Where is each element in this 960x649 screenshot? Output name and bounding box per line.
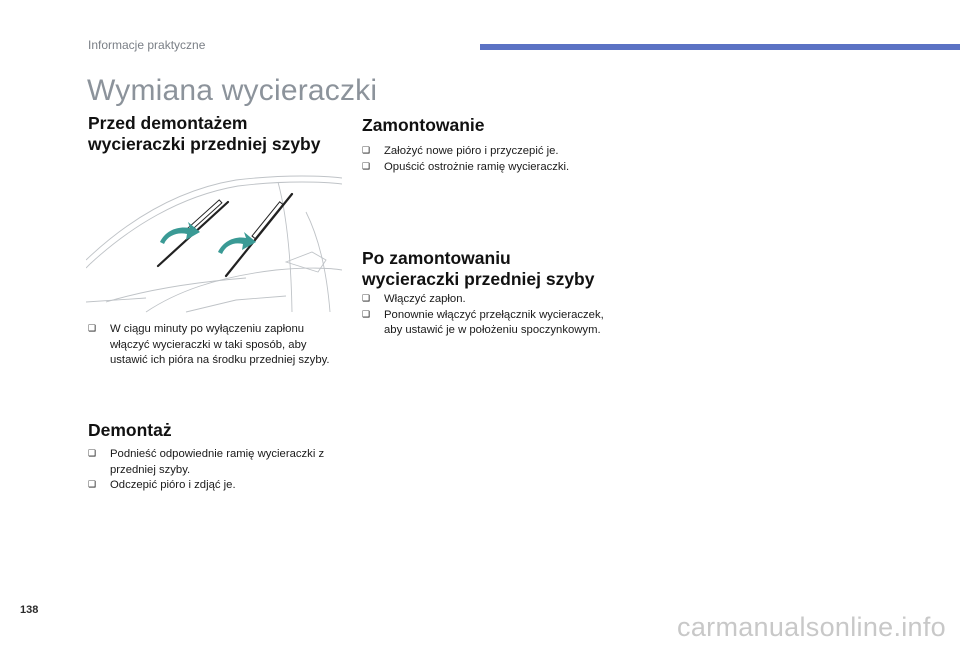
section-heading-installation: Zamontowanie [362, 115, 485, 135]
removal-steps [88, 447, 343, 494]
step-text: Włączyć zapłon. [384, 293, 466, 305]
heading-line: wycieraczki przedniej szyby [88, 134, 321, 154]
checkbox-bullet-icon: ❑ [362, 309, 371, 320]
before-removal-steps [88, 322, 338, 369]
installation-steps [362, 144, 622, 175]
list-item [88, 478, 343, 494]
heading-line: wycieraczki przedniej szyby [362, 269, 595, 289]
list-item [362, 160, 622, 176]
checkbox-bullet-icon: ❑ [362, 146, 371, 156]
list-item [362, 144, 622, 160]
page-title: Wymiana wycieraczki [87, 74, 378, 107]
step-text: Opuścić ostrożnie ramię wycieraczki. [384, 160, 570, 173]
list-item [88, 322, 338, 369]
watermark: carmanualsonline.info [677, 612, 946, 642]
after-installation-steps [362, 292, 612, 339]
step-text: Założyć nowe pióro i przyczepić je. [384, 145, 559, 157]
section-header: Informacje praktyczne [88, 38, 206, 52]
step-text: Odczepić pióro i zdjąć je. [110, 479, 236, 491]
windshield-wipers-illustration [86, 172, 342, 318]
heading-line: Po zamontowaniu [362, 248, 511, 268]
checkbox-bullet-icon: ❑ [362, 161, 371, 172]
checkbox-bullet-icon: ❑ [362, 294, 371, 304]
checkbox-bullet-icon: ❑ [88, 449, 97, 459]
checkbox-bullet-icon: ❑ [88, 324, 97, 334]
section-heading-after-installation [362, 248, 594, 290]
heading-line: Przed demontażem [88, 113, 248, 133]
list-item [362, 292, 612, 308]
list-item [362, 308, 612, 339]
step-text: W ciągu minuty po wyłączeniu zapłonu włączyć wycieraczki w taki sposób, aby ustawić ich pióra na środku przedniej szyby. [110, 323, 330, 366]
section-heading-removal: Demontaż [88, 420, 172, 440]
page-number: 138 [20, 604, 39, 616]
section-heading-before-removal [88, 113, 320, 155]
header-accent-bar [480, 44, 960, 50]
list-item [88, 447, 343, 478]
step-text: Ponownie włączyć przełącznik wycieraczek, aby ustawić je w położeniu spoczynkowym. [384, 308, 604, 336]
checkbox-bullet-icon: ❑ [88, 480, 97, 490]
step-text: Podnieść odpowiednie ramię wycieraczki z przedniej szyby. [110, 448, 325, 476]
